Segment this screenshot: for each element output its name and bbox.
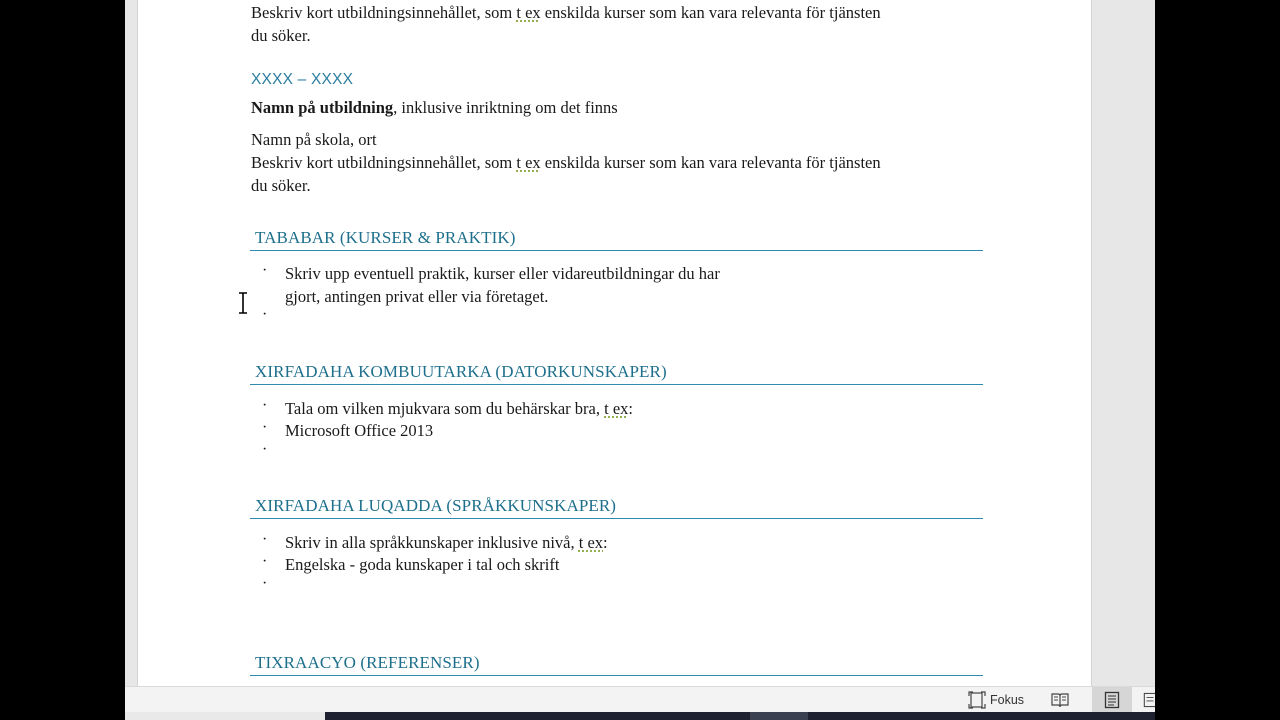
read-mode-button[interactable] [1045,687,1075,713]
courses-bullet-1-cont[interactable]: gjort, antingen privat eller via företaget. [285,287,549,306]
heading-rule [250,518,983,519]
edu-description-1-line2[interactable]: du söker. [251,26,311,45]
edu-name[interactable]: Namn på utbildning, inklusive inriktning om det finns [251,98,618,117]
bullet-dot: · [262,397,268,414]
document-page[interactable] [137,0,1092,686]
bullet-dot: · [262,306,268,323]
heading-rule [250,250,983,251]
heading-rule [250,675,983,676]
print-layout-button[interactable] [1092,687,1132,713]
edu-dates[interactable]: XXXX – XXXX [251,71,354,88]
word-window [125,0,1155,720]
courses-bullet-1[interactable]: Skriv upp eventuell praktik, kurser eller vidareutbildningar du har [285,264,720,283]
focus-label: Fokus [990,693,1025,707]
taskbar-active-app[interactable] [750,712,808,720]
bullet-dot: · [262,262,268,279]
computer-bullet-1[interactable]: Tala om vilken mjukvara som du behärskar bra, t ex: [285,399,634,418]
heading-computer-skills[interactable]: XIRFADAHA KOMBUUTARKA (DATORKUNSKAPER) [255,362,667,381]
bullet-dot: · [262,575,268,592]
bullet-dot: · [262,441,268,458]
computer-bullet-2[interactable]: Microsoft Office 2013 [285,421,434,440]
heading-rule [250,384,983,385]
taskbar-search-area[interactable] [125,712,325,720]
heading-references[interactable]: TIXRAACYO (REFERENSER) [255,653,480,672]
language-bullet-1[interactable]: Skriv in alla språkkunskaper inklusive nivå, t ex: [285,533,608,552]
bullet-dot: · [262,553,268,570]
bullet-dot: · [262,531,268,548]
text-cursor-icon [237,292,249,314]
heading-courses[interactable]: TABABAR (KURSER & PRAKTIK) [255,228,516,247]
focus-icon [968,691,986,709]
read-mode-icon [1051,692,1069,708]
heading-language-skills[interactable]: XIRFADAHA LUQADDA (SPRÅKKUNSKAPER) [255,496,617,515]
edu-description-2-line2[interactable]: du söker. [251,176,311,195]
letterbox-right [1155,0,1280,720]
edu-description-2[interactable]: Beskriv kort utbildningsinnehållet, som t ex enskilda kurser som kan vara relevanta för tjänsten [251,153,881,172]
print-layout-icon [1104,691,1120,709]
web-layout-button[interactable] [1143,687,1155,713]
web-layout-icon [1143,691,1155,709]
edu-description-1[interactable]: Beskriv kort utbildningsinnehållet, som t ex enskilda kurser som kan vara relevanta för tjänsten [251,3,881,22]
edu-school[interactable]: Namn på skola, ort [251,130,377,149]
bullet-dot: · [262,419,268,436]
status-bar [125,686,1155,712]
language-bullet-2[interactable]: Engelska - goda kunskaper i tal och skrift [285,555,560,574]
focus-button[interactable] [968,687,1028,713]
